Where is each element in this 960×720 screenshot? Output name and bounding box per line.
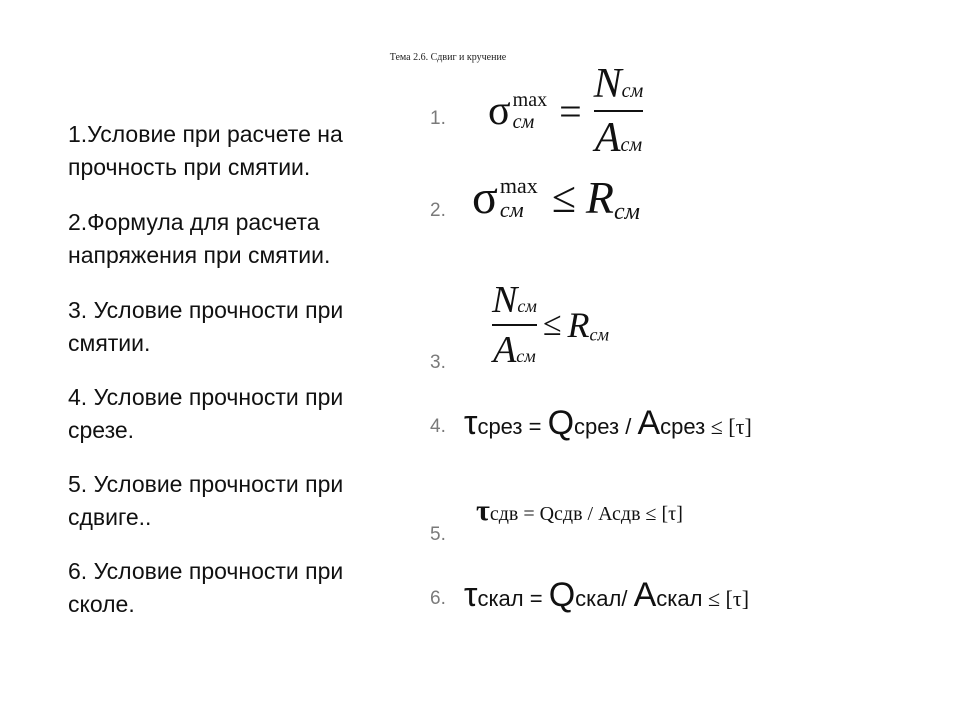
formula-text: срез	[660, 414, 706, 439]
denominator: A	[493, 329, 517, 371]
slide-title: Тема 2.6. Сдвиг и кручение	[389, 52, 507, 63]
equals-sign: =	[559, 88, 582, 134]
formula-2	[472, 170, 640, 226]
formula-text: скал	[477, 586, 524, 611]
fraction	[594, 60, 644, 162]
question-line: сдвиге..	[68, 504, 152, 530]
q-symbol: Q	[547, 404, 575, 442]
answer-number: 2.	[430, 200, 446, 221]
question-line: 3. Условие прочности при	[68, 297, 344, 323]
formula-6	[464, 576, 749, 615]
sub-text: см	[614, 199, 640, 226]
fraction-bar	[492, 324, 537, 326]
sub-text: см	[517, 296, 537, 316]
answer-number: 4.	[430, 416, 446, 437]
formula-text: =	[523, 586, 549, 611]
formula-3	[492, 278, 609, 372]
formula-text: ≤ [τ]	[702, 586, 750, 611]
a-symbol: A	[633, 576, 657, 614]
answer-number: 6.	[430, 588, 446, 609]
sub-text: см	[621, 80, 644, 102]
sub-text: см	[512, 111, 535, 133]
question-line: прочность при смятии.	[68, 154, 311, 180]
sub-text: см	[516, 346, 536, 366]
formula-1	[488, 60, 643, 162]
formula-text: сдв = Qсдв / Асдв ≤ [τ]	[489, 503, 683, 525]
question-item	[68, 206, 408, 272]
formula-text: ≤ [τ]	[705, 414, 752, 439]
answer-number: 1.	[430, 108, 446, 129]
fraction	[492, 278, 537, 372]
sub-text: см	[499, 196, 524, 222]
question-line: 4. Условие прочности при	[68, 384, 344, 410]
q-symbol: Q	[548, 576, 576, 614]
question-item	[68, 468, 408, 534]
question-line: 2.Формула для расчета	[68, 209, 320, 235]
formula-text: срез	[574, 414, 620, 439]
r-symbol: R	[567, 305, 590, 345]
tau-symbol: τ	[464, 404, 478, 442]
formula-4	[464, 404, 752, 443]
question-line: 5. Условие прочности при	[68, 471, 344, 497]
question-item	[68, 294, 408, 360]
formula-5	[476, 494, 683, 528]
question-line: 1.Условие при расчете на	[68, 121, 343, 147]
formula-text: скал	[575, 586, 622, 611]
a-symbol: A	[637, 404, 661, 442]
formula-text: скал	[656, 586, 703, 611]
question-item	[68, 555, 408, 621]
denominator: A	[594, 115, 621, 161]
sub-text: см	[589, 324, 609, 345]
question-line: срезе.	[68, 417, 135, 443]
question-line: сколе.	[68, 591, 135, 617]
sup-text: max	[499, 172, 538, 198]
question-line: смятии.	[68, 330, 151, 356]
formula-text: /	[619, 414, 638, 439]
question-item	[68, 118, 408, 184]
numerator: N	[492, 279, 518, 321]
sigma-symbol: σ	[472, 171, 498, 224]
fraction-bar	[594, 110, 644, 112]
answer-number: 3.	[430, 352, 446, 373]
less-equal-sign: ≤	[551, 173, 576, 222]
sup-text: max	[512, 89, 548, 111]
answer-number: 5.	[430, 524, 446, 545]
tau-symbol: τ	[464, 576, 478, 614]
less-equal-sign: ≤	[542, 306, 562, 343]
formula-text: =	[522, 414, 548, 439]
r-symbol: R	[585, 172, 615, 223]
formula-text: срез	[477, 414, 523, 439]
sub-text: см	[620, 134, 643, 156]
formula-text: /	[621, 586, 634, 611]
tau-symbol: τ	[476, 494, 490, 527]
sigma-symbol: σ	[488, 88, 511, 134]
question-line: напряжения при смятии.	[68, 242, 331, 268]
numerator: N	[593, 61, 622, 107]
question-item	[68, 381, 408, 447]
question-line: 6. Условие прочности при	[68, 558, 344, 584]
